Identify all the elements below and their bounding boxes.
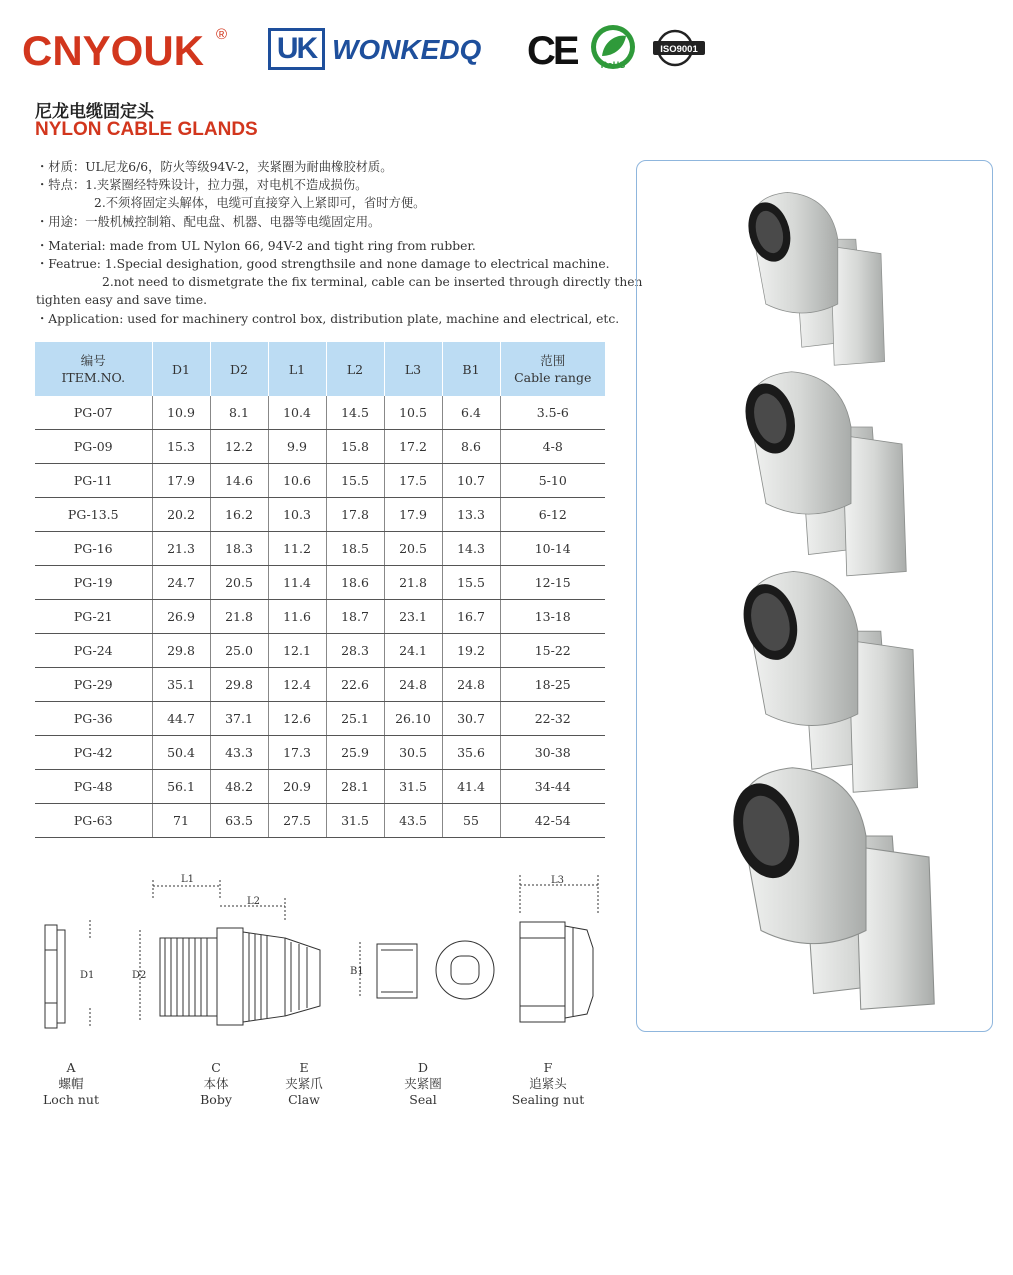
table-row [35, 532, 605, 566]
desc-en-line: tighten easy and save time. [36, 293, 208, 308]
table-cell: 27.5 [268, 804, 326, 838]
dim-label-d2: D2 [132, 970, 147, 981]
table-cell: 8.6 [442, 430, 500, 464]
item-number-cell: PG-13.5 [35, 498, 152, 532]
table-row [35, 634, 605, 668]
table-row [35, 736, 605, 770]
item-number-cell: PG-63 [35, 804, 152, 838]
table-cell: 23.1 [384, 600, 442, 634]
table-body [35, 396, 605, 838]
table-cell: 43.5 [384, 804, 442, 838]
table-cell: 26.10 [384, 702, 442, 736]
table-cell: 24.7 [152, 566, 210, 600]
table-cell: 17.3 [268, 736, 326, 770]
table-cell: 29.8 [210, 668, 268, 702]
item-number-cell: PG-09 [35, 430, 152, 464]
table-cell: 25.0 [210, 634, 268, 668]
desc-cn-line: ・特点：1.夹紧圈经特殊设计，拉力强，对电机不造成损伤。 [36, 178, 368, 193]
table-row [35, 396, 605, 430]
table-cell: 13-18 [500, 600, 605, 634]
table-cell: 15.5 [326, 464, 384, 498]
dim-label-l2: L2 [247, 896, 261, 907]
column-header-cn: 编号 [80, 353, 106, 368]
column-header [268, 342, 326, 396]
table-cell: 29.8 [152, 634, 210, 668]
part-name-en: Claw [288, 1092, 320, 1107]
table-row [35, 430, 605, 464]
table-row [35, 770, 605, 804]
cable-gland-photos [637, 161, 994, 1033]
cable-gland-photo-xlarge [723, 768, 934, 1010]
table-cell: 28.1 [326, 770, 384, 804]
part-name-cn: 螺帽 [58, 1076, 84, 1091]
part-letter: E [299, 1060, 309, 1075]
table-cell: 30.5 [384, 736, 442, 770]
rohs-label: RoHS [600, 60, 626, 70]
desc-cn-line: ・材质：UL尼龙6/6，防火等级94V-2，夹紧圈为耐曲橡胶材质。 [36, 160, 393, 174]
table-cell: 11.6 [268, 600, 326, 634]
desc-cn-line: 2.不须将固定头解体，电缆可直接穿入上紧即可，省时方便。 [94, 196, 426, 211]
table-cell: 16.7 [442, 600, 500, 634]
table-cell: 18.7 [326, 600, 384, 634]
desc-en-line: ・Application: used for machinery control box, distribution plate, machine and electrical, etc. [36, 311, 620, 326]
table-cell: 8.1 [210, 396, 268, 430]
item-number-cell: PG-21 [35, 600, 152, 634]
table-cell: 37.1 [210, 702, 268, 736]
table-cell: 12.2 [210, 430, 268, 464]
table-cell: 31.5 [384, 770, 442, 804]
dim-label-d1: D1 [80, 970, 95, 981]
table-cell: 34-44 [500, 770, 605, 804]
table-cell: 15.5 [442, 566, 500, 600]
table-cell: 14.3 [442, 532, 500, 566]
column-header-en: L3 [404, 361, 422, 377]
drawing-sealing-nut [520, 875, 598, 1022]
column-header [210, 342, 268, 396]
table-cell: 10.6 [268, 464, 326, 498]
table-cell: 35.6 [442, 736, 500, 770]
item-number-cell: PG-36 [35, 702, 152, 736]
part-caption-c [177, 1060, 255, 1108]
table-cell: 14.6 [210, 464, 268, 498]
table-cell: 3.5-6 [500, 396, 605, 430]
table-row [35, 702, 605, 736]
table-cell: 30.7 [442, 702, 500, 736]
column-header-en: L1 [288, 361, 306, 377]
table-cell: 13.3 [442, 498, 500, 532]
table-cell: 15.8 [326, 430, 384, 464]
table-cell: 10.4 [268, 396, 326, 430]
part-name-en: Sealing nut [511, 1092, 585, 1107]
cable-gland-photo-small [742, 192, 884, 365]
drawing-seal [350, 941, 494, 999]
uk-logo-box: UK [268, 28, 325, 70]
item-number-cell: PG-24 [35, 634, 152, 668]
table-cell: 17.9 [152, 464, 210, 498]
table-cell: 22.6 [326, 668, 384, 702]
table-cell: 11.2 [268, 532, 326, 566]
table-row [35, 498, 605, 532]
table-cell: 48.2 [210, 770, 268, 804]
column-header [35, 342, 152, 396]
table-cell: 9.9 [268, 430, 326, 464]
part-letter: F [543, 1060, 553, 1075]
wonkedq-logo-text: WONKEDQ [332, 34, 482, 65]
table-cell: 18.3 [210, 532, 268, 566]
table-cell: 43.3 [210, 736, 268, 770]
iso-label: ISO9001 [660, 44, 698, 55]
table-cell: 28.3 [326, 634, 384, 668]
table-cell: 20.5 [210, 566, 268, 600]
table-cell: 15.3 [152, 430, 210, 464]
table-cell: 25.9 [326, 736, 384, 770]
item-number-cell: PG-07 [35, 396, 152, 430]
table-cell: 24.1 [384, 634, 442, 668]
table-cell: 15-22 [500, 634, 605, 668]
table-cell: 20.2 [152, 498, 210, 532]
table-cell: 20.9 [268, 770, 326, 804]
part-caption-d [384, 1060, 462, 1108]
description-block [36, 158, 643, 328]
table-cell: 56.1 [152, 770, 210, 804]
item-number-cell: PG-19 [35, 566, 152, 600]
table-cell: 12.6 [268, 702, 326, 736]
table-cell: 35.1 [152, 668, 210, 702]
table-cell: 24.8 [384, 668, 442, 702]
table-cell: 25.1 [326, 702, 384, 736]
table-cell: 4-8 [500, 430, 605, 464]
table-cell: 31.5 [326, 804, 384, 838]
table-cell: 12.1 [268, 634, 326, 668]
column-header-en: L2 [346, 361, 364, 377]
table-cell: 18-25 [500, 668, 605, 702]
table-cell: 22-32 [500, 702, 605, 736]
item-number-cell: PG-42 [35, 736, 152, 770]
part-caption-f [503, 1060, 593, 1108]
column-header [500, 342, 605, 396]
table-cell: 18.5 [326, 532, 384, 566]
table-cell: 21.8 [384, 566, 442, 600]
table-cell: 10-14 [500, 532, 605, 566]
table-cell: 17.8 [326, 498, 384, 532]
part-name-cn: 夹紧圈 [404, 1076, 442, 1091]
part-name-en: Boby [200, 1092, 232, 1107]
part-name-cn: 追紧头 [529, 1076, 567, 1091]
part-name-en: Seal [409, 1092, 437, 1107]
column-header [384, 342, 442, 396]
table-cell: 10.5 [384, 396, 442, 430]
part-caption-a [32, 1060, 110, 1108]
spec-table [35, 342, 605, 838]
table-cell: 26.9 [152, 600, 210, 634]
table-cell: 71 [152, 804, 210, 838]
table-cell: 50.4 [152, 736, 210, 770]
desc-en-line: ・Featrue: 1.Special desighation, good strengthsile and none damage to electrical machine. [36, 257, 610, 272]
table-cell: 17.9 [384, 498, 442, 532]
part-name-cn: 夹紧爪 [285, 1076, 323, 1091]
title-english: NYLON CABLE GLANDS [35, 119, 258, 140]
brand-logo-text: CNYOUK [22, 27, 205, 74]
cable-gland-photo-large [736, 571, 918, 792]
table-cell: 5-10 [500, 464, 605, 498]
item-number-cell: PG-16 [35, 532, 152, 566]
column-header-en: D2 [230, 361, 248, 377]
table-cell: 30-38 [500, 736, 605, 770]
column-header-en: D1 [172, 361, 190, 377]
cable-gland-photo-medium [738, 372, 906, 576]
dim-label-l3: L3 [551, 875, 565, 886]
table-cell: 63.5 [210, 804, 268, 838]
table-cell: 44.7 [152, 702, 210, 736]
column-header [326, 342, 384, 396]
technical-drawings [35, 870, 615, 1040]
table-cell: 20.5 [384, 532, 442, 566]
table-cell: 6-12 [500, 498, 605, 532]
drawing-body [132, 874, 320, 1025]
item-number-cell: PG-11 [35, 464, 152, 498]
table-cell: 21.3 [152, 532, 210, 566]
table-cell: 19.2 [442, 634, 500, 668]
column-header [442, 342, 500, 396]
part-name-en: Loch nut [43, 1092, 99, 1107]
item-number-cell: PG-48 [35, 770, 152, 804]
table-row [35, 566, 605, 600]
column-header-en: ITEM.NO. [61, 370, 126, 385]
table-cell: 14.5 [326, 396, 384, 430]
column-header [152, 342, 210, 396]
title-chinese: 尼龙电缆固定头 [35, 102, 154, 122]
table-cell: 12-15 [500, 566, 605, 600]
table-cell: 41.4 [442, 770, 500, 804]
desc-cn-line: ・用途：一般机械控制箱、配电盘、机器、电器等电缆固定用。 [36, 214, 381, 229]
table-cell: 24.8 [442, 668, 500, 702]
part-letter: D [417, 1060, 429, 1075]
rohs-logo-icon [588, 22, 638, 72]
table-header-row [35, 342, 605, 396]
column-header-cn: 范围 [540, 353, 566, 368]
table-row [35, 464, 605, 498]
item-number-cell: PG-29 [35, 668, 152, 702]
table-row [35, 600, 605, 634]
table-cell: 17.2 [384, 430, 442, 464]
part-caption-e [265, 1060, 343, 1108]
table-cell: 21.8 [210, 600, 268, 634]
column-header-en: B1 [462, 361, 480, 377]
table-row [35, 668, 605, 702]
table-cell: 6.4 [442, 396, 500, 430]
desc-en-line: ・Material: made from UL Nylon 66, 94V-2 and tight ring from rubber. [36, 238, 476, 253]
dim-label-b1: B1 [350, 966, 364, 977]
part-letter: C [211, 1060, 221, 1075]
part-letter: A [66, 1060, 76, 1075]
dim-label-l1: L1 [181, 874, 195, 885]
column-header-en: Cable range [514, 370, 592, 385]
table-cell: 12.4 [268, 668, 326, 702]
table-cell: 17.5 [384, 464, 442, 498]
table-cell: 10.9 [152, 396, 210, 430]
ce-mark: CE [527, 29, 577, 73]
drawing-lock-nut [45, 920, 94, 1028]
part-name-cn: 本体 [203, 1076, 229, 1091]
product-photo-panel [636, 160, 993, 1032]
table-cell: 10.3 [268, 498, 326, 532]
table-cell: 18.6 [326, 566, 384, 600]
table-cell: 11.4 [268, 566, 326, 600]
registered-mark: ® [216, 26, 228, 43]
desc-en-line: 2.not need to dismetgrate the fix terminal, cable can be inserted through directly then [102, 275, 643, 290]
table-row [35, 804, 605, 838]
iso9001-logo-icon [651, 28, 707, 68]
table-cell: 10.7 [442, 464, 500, 498]
table-cell: 16.2 [210, 498, 268, 532]
table-cell: 42-54 [500, 804, 605, 838]
table-cell: 55 [442, 804, 500, 838]
